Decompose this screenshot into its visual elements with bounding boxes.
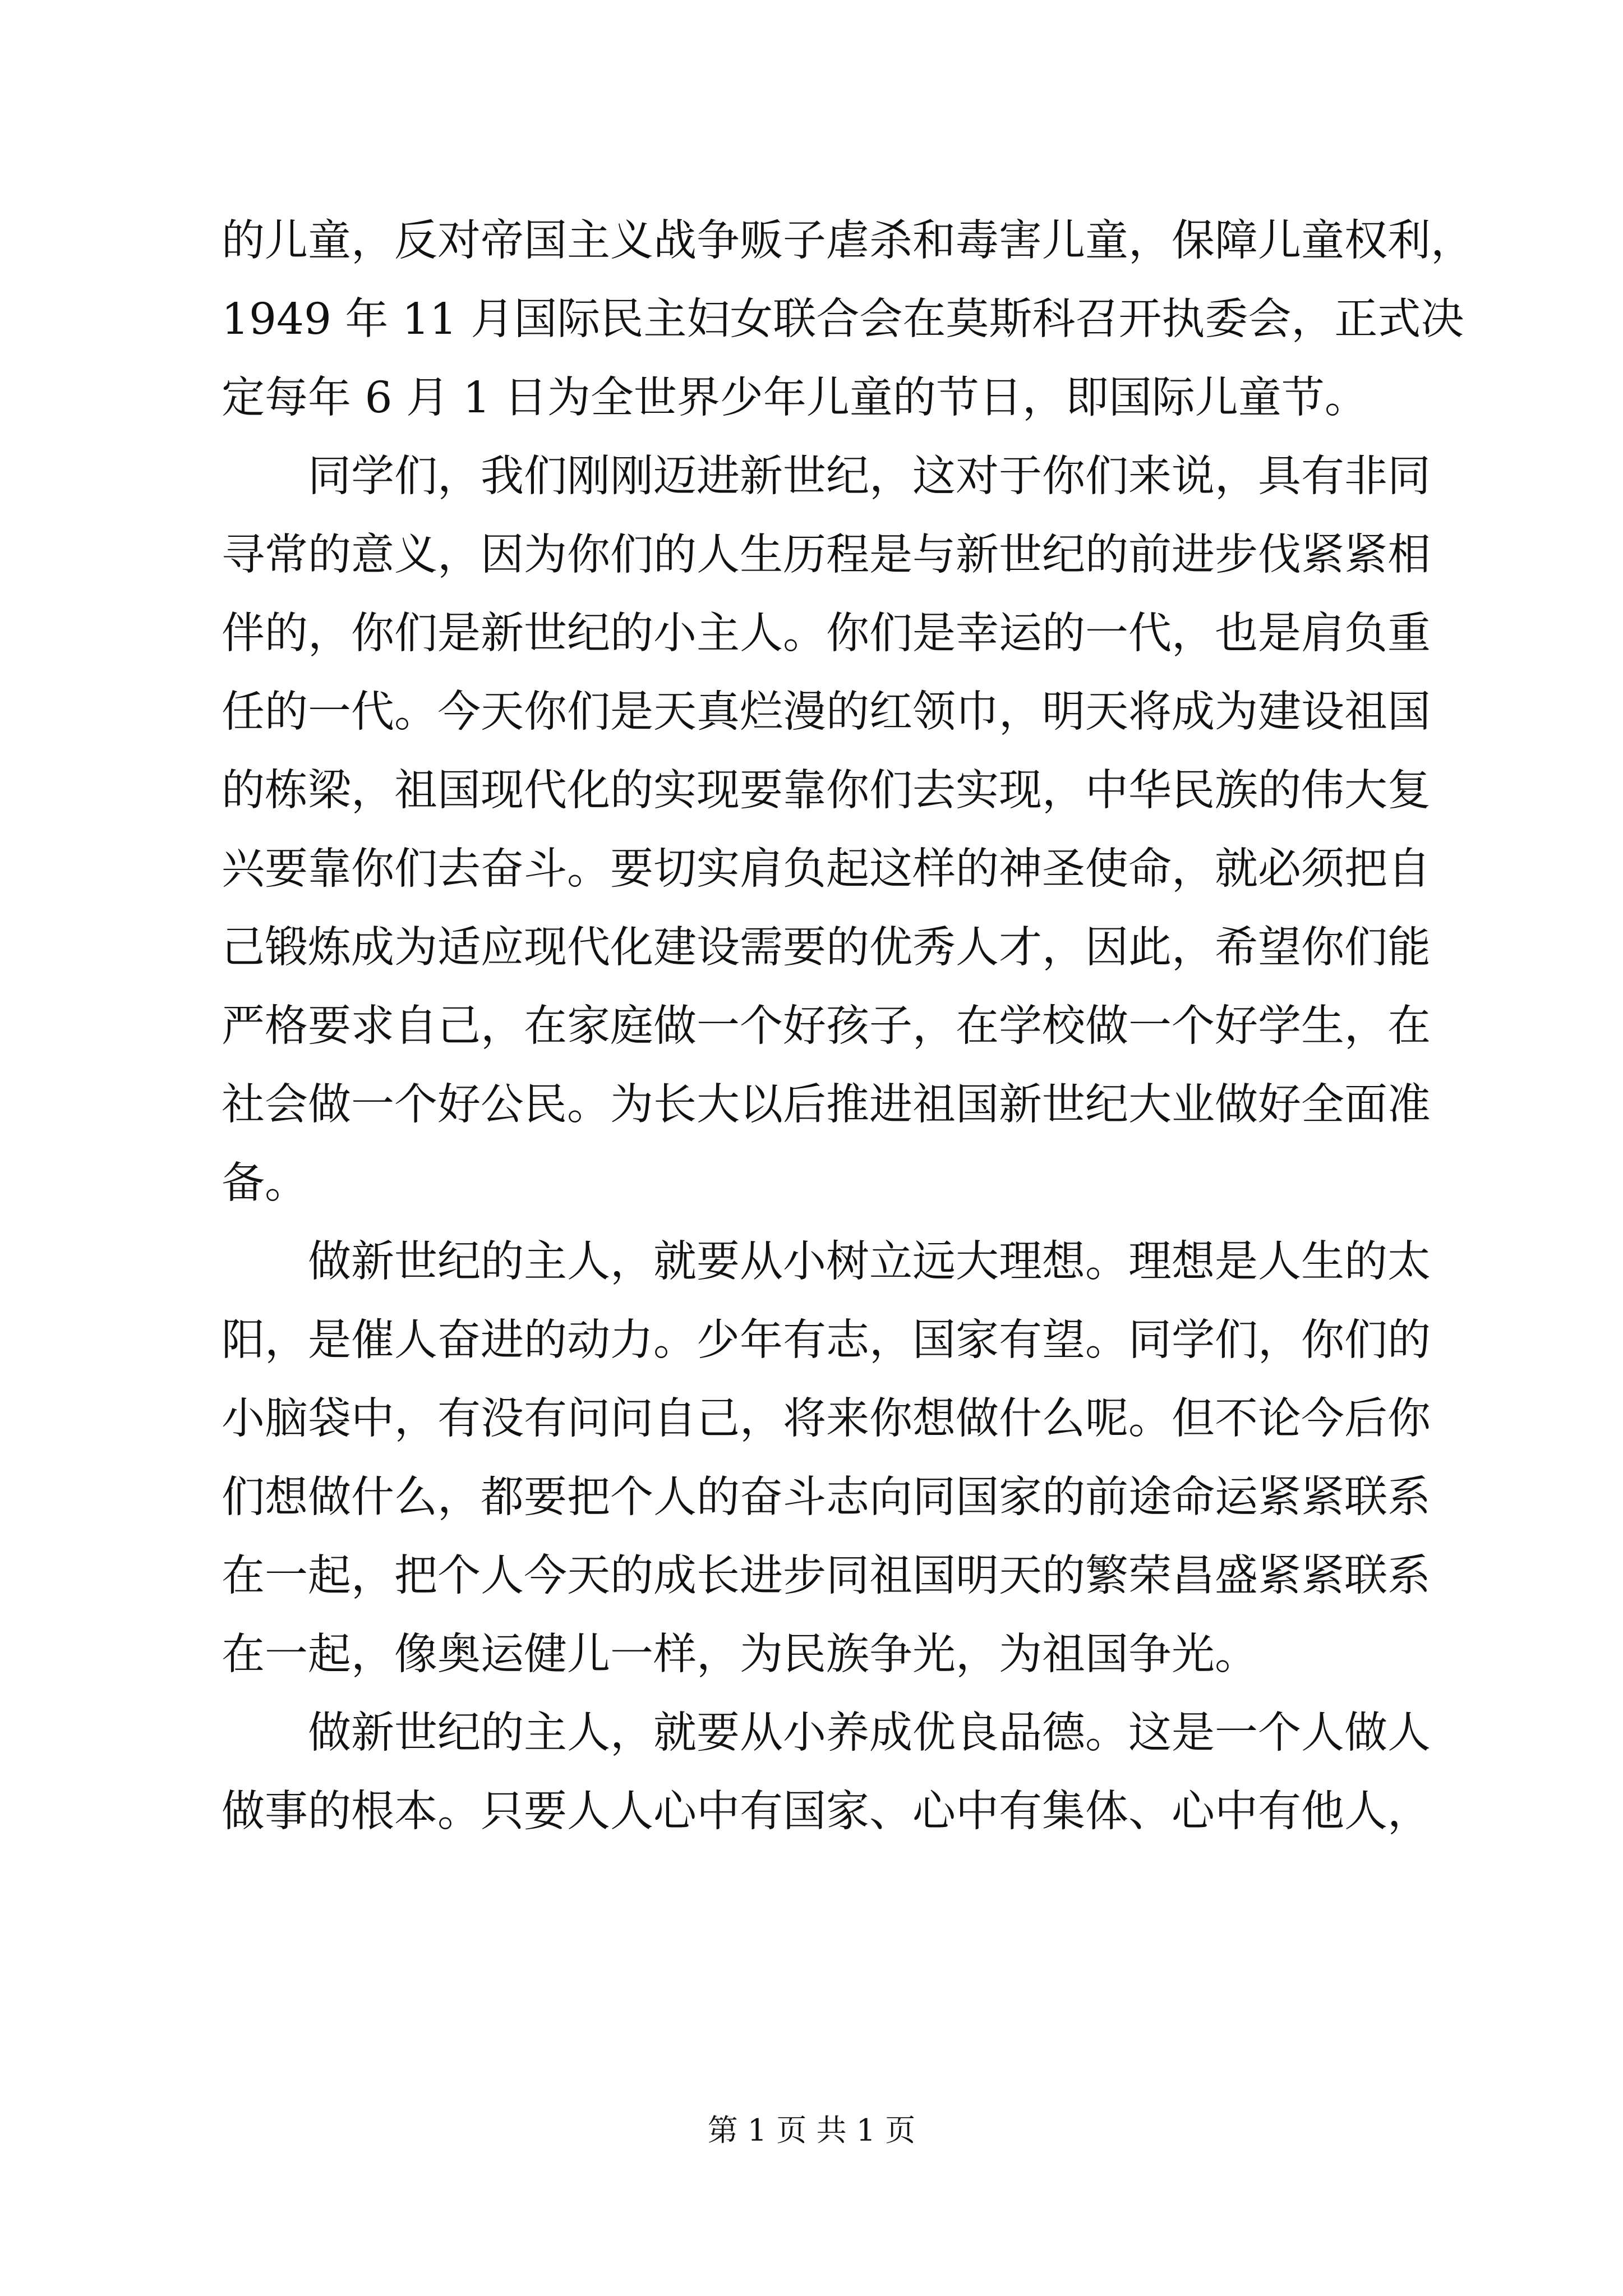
text-line: 1949 年 11 月国际民主妇女联合会在莫斯科召开执委会，正式决 bbox=[222, 295, 1464, 344]
text-line: 阳，是催人奋进的动力。少年有志，国家有望。同学们，你们的 bbox=[222, 1315, 1431, 1365]
text-line: 在一起，把个人今天的成长进步同祖国明天的繁荣昌盛紧紧联系 bbox=[222, 1551, 1431, 1601]
page-footer bbox=[0, 2106, 1623, 2150]
text-line: 小脑袋中，有没有问问自己，将来你想做什么呢。但不论今后你 bbox=[222, 1394, 1431, 1444]
paragraph-first-line: 同学们，我们刚刚迈进新世纪，这对于你们来说，具有非同 bbox=[308, 452, 1431, 501]
text-line: 社会做一个好公民。为长大以后推进祖国新世纪大业做好全面准 bbox=[222, 1080, 1431, 1130]
text-line: 寻常的意义，因为你们的人生历程是与新世纪的前进步伐紧紧相 bbox=[222, 530, 1431, 580]
text-line: 任的一代。今天你们是天真烂漫的红领巾，明天将成为建设祖国 bbox=[222, 687, 1431, 737]
text-line: 们想做什么，都要把个人的奋斗志向同国家的前途命运紧紧联系 bbox=[222, 1473, 1431, 1522]
text-line: 做事的根本。只要人人心中有国家、心中有集体、心中有他人， bbox=[222, 1787, 1431, 1837]
page-number: 第 1 页 共 1 页 bbox=[707, 2113, 916, 2148]
paragraph-first-line: 做新世纪的主人，就要从小树立远大理想。理想是人生的太 bbox=[308, 1237, 1431, 1287]
text-line: 的儿童，反对帝国主义战争贩子虐杀和毒害儿童，保障儿童权利， bbox=[222, 216, 1474, 266]
text-line: 的栋梁，祖国现代化的实现要靠你们去实现，中华民族的伟大复 bbox=[222, 766, 1431, 816]
text-line: 伴的，你们是新世纪的小主人。你们是幸运的一代，也是肩负重 bbox=[222, 609, 1431, 659]
text-line: 严格要求自己，在家庭做一个好孩子，在学校做一个好学生，在 bbox=[222, 1001, 1431, 1051]
paragraph-first-line: 做新世纪的主人，就要从小养成优良品德。这是一个人做人 bbox=[308, 1708, 1431, 1758]
text-line: 备。 bbox=[222, 1158, 308, 1208]
text-line: 在一起，像奥运健儿一样，为民族争光，为祖国争光。 bbox=[222, 1630, 1258, 1680]
text-line: 定每年 6 月 1 日为全世界少年儿童的节日，即国际儿童节。 bbox=[222, 373, 1368, 423]
text-line: 己锻炼成为适应现代化建设需要的优秀人才，因此，希望你们能 bbox=[222, 923, 1431, 973]
text-line: 兴要靠你们去奋斗。要切实肩负起这样的神圣使命，就必须把自 bbox=[222, 844, 1431, 894]
body-text bbox=[222, 202, 1474, 1851]
